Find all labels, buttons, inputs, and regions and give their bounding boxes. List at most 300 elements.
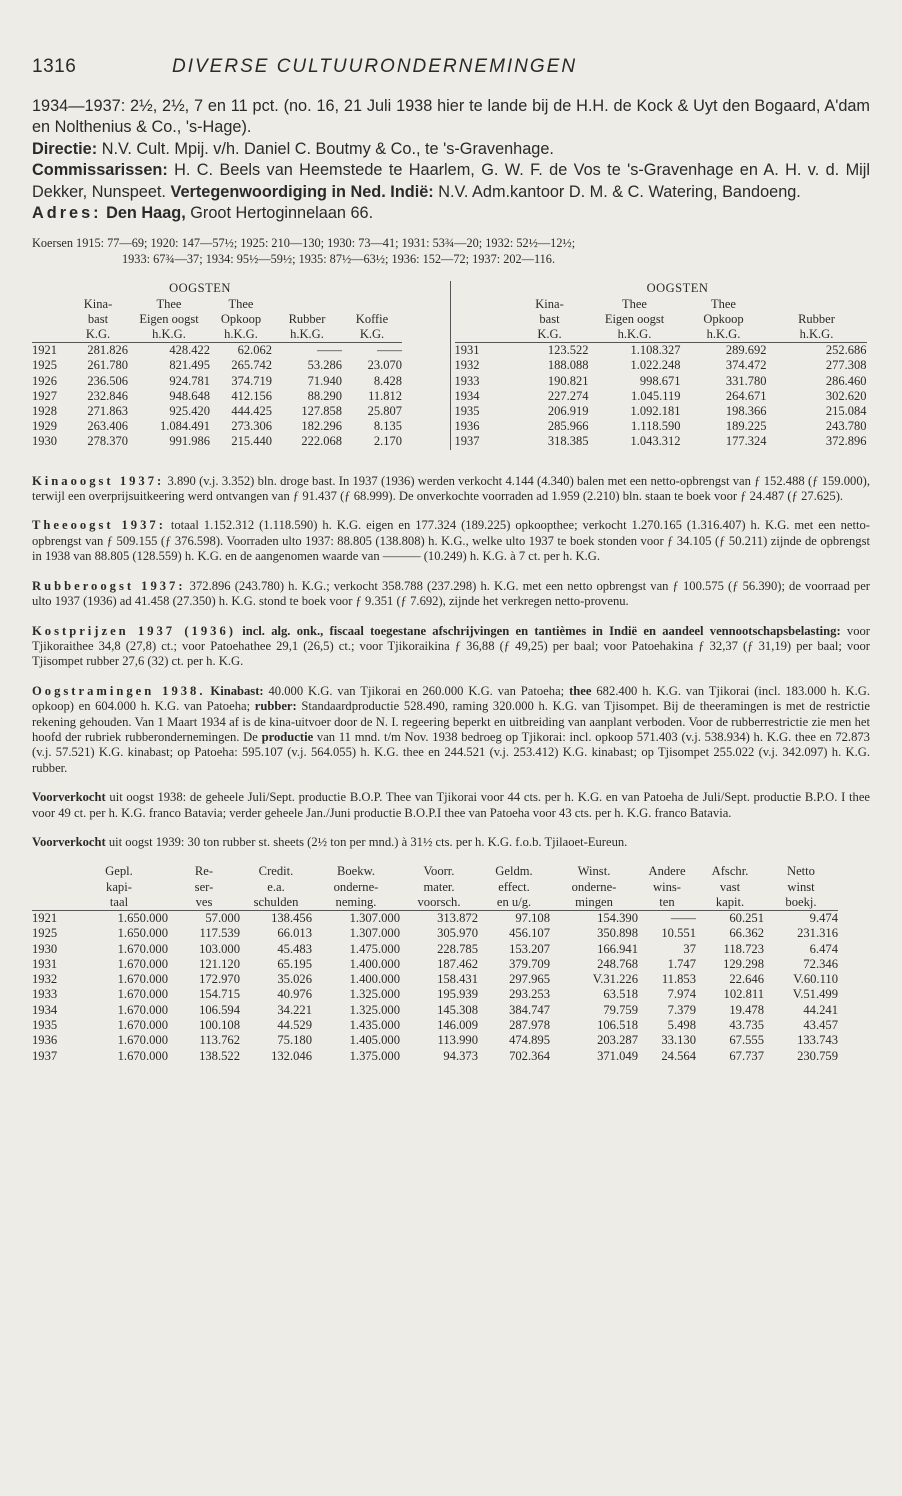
- value-cell: 43.457: [803, 1018, 838, 1033]
- left-header-row: [32, 312, 402, 327]
- adres-text: Groot Hertoginnelaan 66.: [190, 204, 374, 223]
- year-cell: 1937: [454, 434, 480, 449]
- value-cell: 263.406: [87, 419, 128, 434]
- year-cell: 1928: [32, 404, 57, 419]
- adres-line: [32, 203, 870, 224]
- value-cell: 243.780: [825, 419, 867, 434]
- value-cell: 79.759: [603, 1002, 638, 1017]
- header-cell: [32, 312, 68, 327]
- value-cell: 72.346: [803, 956, 838, 971]
- header-cell: taal: [70, 895, 168, 911]
- value-cell: 1.670.000: [117, 941, 168, 956]
- value-cell: 44.241: [803, 1002, 838, 1017]
- header-cell: [455, 327, 511, 343]
- value-cell: 222.068: [301, 434, 342, 449]
- value-cell: 215.084: [825, 404, 867, 419]
- value-cell: 117.539: [199, 926, 240, 941]
- kostprijzen-label: Kostprijzen 1937 (1936): [32, 623, 236, 638]
- value-cell: 305.970: [437, 926, 478, 941]
- oogsten-title: OOGSTEN: [169, 281, 231, 296]
- value-cell: 123.522: [547, 343, 589, 358]
- table-row: [32, 419, 402, 434]
- theeoogst-paragraph: [32, 518, 870, 564]
- year-cell: 1929: [32, 419, 57, 434]
- raming-text-a: 40.000 K.G. van Tjikorai en 260.000 K.G. van Patoeha;: [268, 683, 565, 698]
- header-cell: [32, 880, 70, 895]
- header-cell: Gepl.: [105, 864, 133, 879]
- value-cell: 264.671: [725, 388, 767, 403]
- year-cell: 1931: [32, 956, 58, 971]
- header-cell: [32, 327, 68, 343]
- left-header-row: [32, 297, 402, 312]
- header-cell: [455, 312, 511, 327]
- company-intro: [32, 96, 870, 224]
- table-row: [32, 926, 838, 941]
- value-cell: 924.781: [169, 373, 210, 388]
- value-cell: 412.156: [231, 388, 272, 403]
- year-cell: 1934: [32, 1002, 58, 1017]
- year-cell: 1933: [32, 987, 58, 1002]
- value-cell: 62.062: [237, 343, 272, 358]
- financial-header-row: [32, 864, 838, 879]
- value-cell: 297.965: [509, 972, 550, 987]
- raming-text-c: Standaardproductie 528.490, raming 320.000 h. K.G. van Tjisompet. Bij de theeramingen is met de restrictie rekening gehouden. Van 1 Maart 1934 af is de kina-uitvoer door de N. I. regeering beperkt en uitbreiding van aanplant verboden. Voor de rubberrestrictie zie men het hoofd der rubriek rubberondernemingen. De: [32, 699, 870, 744]
- value-cell: 313.872: [437, 911, 478, 925]
- value-cell: 53.286: [307, 358, 342, 373]
- header-cell: Thee: [228, 296, 254, 311]
- value-cell: ——: [377, 343, 402, 358]
- year-cell: 1925: [32, 926, 58, 941]
- raming-kina-label: Kinabast:: [210, 683, 264, 698]
- value-cell: 1.022.248: [630, 358, 681, 373]
- value-cell: 11.812: [368, 388, 402, 403]
- value-cell: 11.853: [661, 972, 696, 987]
- value-cell: 265.742: [231, 358, 272, 373]
- header-cell: ten: [638, 895, 696, 911]
- value-cell: 44.529: [277, 1018, 312, 1033]
- year-cell: 1935: [32, 1018, 58, 1033]
- value-cell: 261.780: [87, 358, 128, 373]
- table-row: [32, 343, 402, 359]
- value-cell: 374.719: [231, 373, 272, 388]
- value-cell: 821.495: [169, 358, 210, 373]
- table-row: [32, 1049, 838, 1064]
- table-row: [32, 404, 402, 419]
- value-cell: 1.307.000: [349, 926, 400, 941]
- header-cell: Netto: [787, 864, 815, 879]
- header-cell: Thee: [156, 296, 182, 311]
- oogsten-right-table: [455, 281, 867, 449]
- adres-city: Den Haag,: [106, 204, 186, 223]
- value-cell: 1.670.000: [117, 1002, 168, 1017]
- table-row: [455, 358, 867, 373]
- table-row: [32, 1033, 838, 1048]
- value-cell: 289.692: [725, 343, 767, 358]
- year-cell: 1932: [32, 972, 58, 987]
- value-cell: 198.366: [725, 404, 767, 419]
- value-cell: 287.978: [509, 1018, 550, 1033]
- value-cell: 45.483: [277, 941, 312, 956]
- oogstramingen-label: Oogstramingen 1938.: [32, 683, 206, 698]
- voorverkocht-1939-label: Voorverkocht: [32, 834, 106, 849]
- kinaoogst-text: 3.890 (v.j. 3.352) bln. droge bast. In 1937 (1936) werden verkocht 4.144 (4.340) balen met een netto-opbrengst van ƒ 152.488 (ƒ 159.000), terwijl een overprijsuitkeering werd ontvangen van ƒ 91.437 (ƒ 68.999). De onverkochte voorraden ad 1.959 (2.210) bln. staan te boek voor ƒ 24.487 (ƒ 27.625).: [32, 473, 870, 504]
- value-cell: 9.474: [809, 911, 838, 925]
- value-cell: 1.325.000: [349, 987, 400, 1002]
- header-cell: bast: [87, 311, 109, 326]
- financial-header-row: [32, 895, 838, 911]
- oogsten-title-right: OOGSTEN: [646, 281, 709, 296]
- header-cell: Geldm.: [495, 864, 533, 879]
- header-cell: K.G.: [511, 327, 589, 343]
- vertegenwoordiging-label: Vertegenwoordiging in Ned. Indië:: [170, 182, 434, 201]
- year-cell: 1936: [32, 1033, 58, 1048]
- header-cell: [767, 297, 867, 312]
- value-cell: 350.898: [597, 926, 638, 941]
- header-cell: [455, 297, 511, 312]
- value-cell: 277.308: [825, 358, 867, 373]
- voorverkocht-1938-label: Voorverkocht: [32, 790, 106, 805]
- value-cell: 63.518: [603, 987, 638, 1002]
- value-cell: 103.000: [199, 941, 240, 956]
- kostprijzen-text: voor Tjikoraithee 34,8 (27,8) ct.; voor Patoehathee 29,1 (26,5) ct.; voor Tjikoraikina ƒ 36,88 (ƒ 49,25) per baal; voor Patoehakina ƒ 32,37 (ƒ 31,19) per baal; voor Tjisompet rubber 27,6 (32) ct. per h. K.G.: [32, 623, 870, 669]
- value-cell: 925.420: [169, 404, 210, 419]
- header-cell: Kina-: [535, 296, 564, 311]
- value-cell: 25.807: [367, 404, 402, 419]
- header-cell: Eigen oogst: [604, 311, 665, 326]
- value-cell: 1.650.000: [117, 926, 168, 941]
- table-row: [455, 404, 867, 419]
- value-cell: 106.518: [597, 1018, 638, 1033]
- table-row: [32, 972, 838, 987]
- header-cell: Opkoop: [220, 311, 262, 326]
- year-cell: 1930: [32, 434, 57, 449]
- header-cell: Boekw.: [336, 864, 375, 879]
- raming-rubber-label: rubber:: [254, 699, 297, 714]
- value-cell: 1.670.000: [117, 987, 168, 1002]
- value-cell: 1.084.491: [160, 419, 210, 434]
- value-cell: 145.308: [437, 1002, 478, 1017]
- value-cell: 1.747: [667, 956, 696, 971]
- left-header-row: [32, 327, 402, 343]
- value-cell: 66.013: [277, 926, 312, 941]
- value-cell: 187.462: [437, 956, 478, 971]
- value-cell: 227.274: [547, 388, 589, 403]
- header-cell: h.K.G.: [589, 327, 681, 343]
- header-cell: h.K.G.: [767, 327, 867, 343]
- value-cell: 372.896: [825, 434, 867, 449]
- value-cell: 5.498: [667, 1018, 696, 1033]
- header-cell: Thee: [711, 296, 736, 311]
- value-cell: V.51.499: [792, 987, 838, 1002]
- header-cell: mingen: [550, 895, 638, 911]
- table-row: [455, 343, 867, 359]
- value-cell: 146.009: [437, 1018, 478, 1033]
- value-cell: 302.620: [825, 388, 867, 403]
- value-cell: 189.225: [725, 419, 767, 434]
- value-cell: 129.298: [723, 956, 764, 971]
- theeoogst-text: totaal 1.152.312 (1.118.590) h. K.G. eigen en 177.324 (189.225) opkoopthee; verkocht 1.270.165 (1.316.407) h. K.G. met een netto-opbrengst van ƒ 509.155 (ƒ 376.598). Voorraden ulto 1937: 88.805 (138.808) h. K.G., welke ulto 1937 te boek stonden voor ƒ 34.105 (ƒ 50.211) zijnde de opbrengst in 1938 van 88.805 (128.559) h. K.G. en de aangenomen waarde van ——— (10.249) h. K.G. à 7 ct. per h. K.G.: [32, 518, 871, 564]
- financial-header-row: [32, 880, 838, 895]
- kinaoogst-label: Kinaoogst 1937:: [32, 473, 165, 488]
- value-cell: 1.435.000: [349, 1018, 400, 1033]
- header-cell: ser-: [194, 879, 214, 894]
- value-cell: 374.472: [725, 358, 767, 373]
- header-cell: schulden: [240, 895, 312, 911]
- value-cell: 65.195: [277, 956, 312, 971]
- value-cell: 132.046: [271, 1048, 312, 1063]
- value-cell: 113.990: [437, 1033, 478, 1048]
- value-cell: 138.522: [199, 1048, 240, 1063]
- raming-text-d: van 11 mnd. t/m Nov. 1938 bedroeg op Tjikorai: incl. opkoop 571.403 (v.j. 538.934) h. K.G. thee en 72.873 (v.j. 57.521) K.G. kinabast; op Patoeha: 595.107 (v.j. 564.055) h. K.G. thee en 244.521 (v.j. 253.412) K.G. kinabast; op Tjisompet 255.022 (v.j. 342.097) h. K.G. rubber.: [32, 729, 870, 775]
- header-cell: e.a.: [267, 879, 285, 894]
- value-cell: 43.735: [729, 1018, 764, 1033]
- value-cell: 371.049: [597, 1048, 638, 1063]
- header-cell: boekj.: [764, 895, 838, 911]
- header-cell: en u/g.: [478, 895, 550, 911]
- value-cell: 1.670.000: [117, 1048, 168, 1063]
- year-cell: 1934: [454, 388, 480, 403]
- value-cell: 106.594: [199, 1002, 240, 1017]
- value-cell: 456.107: [509, 926, 550, 941]
- right-header-row: [455, 312, 867, 327]
- value-cell: 285.966: [547, 419, 589, 434]
- value-cell: 1.118.590: [630, 419, 681, 434]
- value-cell: ——: [670, 911, 696, 925]
- value-cell: 278.370: [87, 434, 128, 449]
- header-cell: Kina-: [83, 296, 113, 311]
- value-cell: 991.986: [169, 434, 210, 449]
- header-cell: effect.: [498, 879, 530, 894]
- value-cell: 33.130: [661, 1033, 696, 1048]
- value-cell: V.60.110: [793, 972, 838, 987]
- value-cell: 206.919: [547, 404, 589, 419]
- value-cell: 71.940: [307, 373, 342, 388]
- value-cell: 2.170: [373, 434, 402, 449]
- value-cell: 154.715: [199, 987, 240, 1002]
- table-row: [455, 389, 867, 404]
- table-row: [32, 389, 402, 404]
- value-cell: 100.108: [199, 1018, 240, 1033]
- value-cell: 88.290: [307, 388, 342, 403]
- raming-text-b: 682.400 h. K.G. van Tjikorai (incl. 183.000 h. K.G. opkoop) en 604.000 h. K.G. van Patoeha;: [32, 683, 871, 714]
- koersen-line-2: 1933: 67¾—37; 1934: 95½—59½; 1935: 87½—63½; 1936: 152—72; 1937: 202—116.: [122, 251, 556, 266]
- oogsten-right: [450, 281, 871, 449]
- value-cell: 231.316: [797, 926, 838, 941]
- value-cell: 1.670.000: [117, 1033, 168, 1048]
- header-cell: [32, 297, 68, 312]
- table-row: [32, 911, 838, 927]
- value-cell: 998.671: [639, 373, 681, 388]
- value-cell: 182.296: [301, 419, 342, 434]
- oogsten-left: [32, 281, 450, 449]
- header-cell: ves: [168, 895, 240, 911]
- header-cell: K.G.: [68, 327, 128, 343]
- value-cell: 236.506: [87, 373, 128, 388]
- directie-line: [32, 139, 870, 160]
- value-cell: 40.976: [277, 987, 312, 1002]
- financial-table: [32, 864, 838, 1064]
- value-cell: 293.253: [509, 987, 550, 1002]
- rubberoogst-label: Rubberoogst 1937:: [32, 578, 186, 593]
- year-cell: 1930: [32, 941, 58, 956]
- value-cell: 1.108.327: [630, 343, 681, 358]
- header-cell: Eigen oogst: [139, 311, 199, 326]
- header-cell: voorsch.: [400, 895, 478, 911]
- value-cell: 57.000: [205, 911, 240, 925]
- table-row: [455, 419, 867, 434]
- value-cell: 102.811: [723, 987, 764, 1002]
- value-cell: 190.821: [547, 373, 589, 388]
- header-cell: Afschr.: [711, 864, 749, 879]
- vertegenwoordiging-text: N.V. Adm.kantoor D. M. & C. Watering, Bandoeng.: [438, 182, 801, 201]
- year-cell: 1932: [454, 358, 480, 373]
- kinaoogst-paragraph: [32, 474, 870, 505]
- value-cell: 121.120: [199, 956, 240, 971]
- year-cell: 1931: [454, 343, 480, 358]
- commissarissen-line: [32, 160, 870, 203]
- value-cell: 384.747: [509, 1002, 550, 1017]
- value-cell: 1.650.000: [117, 911, 168, 925]
- value-cell: 195.939: [437, 987, 478, 1002]
- value-cell: 172.970: [199, 972, 240, 987]
- year-cell: 1921: [32, 343, 57, 358]
- table-row: [455, 434, 867, 449]
- value-cell: 8.428: [373, 373, 402, 388]
- value-cell: 702.364: [509, 1048, 550, 1063]
- rubberoogst-text: 372.896 (243.780) h. K.G.; verkocht 358.788 (237.298) h. K.G. met een netto opbrengst van ƒ 100.575 (ƒ 56.390); de voorraad per ulto 1937 (1936) ad 41.458 (27.350) h. K.G. stond te boek voor ƒ 9.351 (ƒ 7.692), zijnde het verkregen netto-provenu.: [32, 578, 871, 609]
- value-cell: 67.555: [729, 1033, 764, 1048]
- value-cell: 113.762: [199, 1033, 240, 1048]
- header-cell: kapit.: [696, 895, 764, 911]
- value-cell: 7.379: [667, 1002, 696, 1017]
- value-cell: 1.670.000: [117, 1018, 168, 1033]
- value-cell: 22.646: [729, 972, 764, 987]
- header-cell: [272, 297, 342, 312]
- value-cell: 1.475.000: [349, 941, 400, 956]
- value-cell: 8.135: [373, 419, 402, 434]
- value-cell: 177.324: [725, 434, 767, 449]
- oogsten-left-table: [32, 281, 402, 449]
- table-row: [455, 374, 867, 389]
- value-cell: 10.551: [661, 926, 696, 941]
- header-cell: Opkoop: [703, 311, 744, 326]
- year-cell: 1927: [32, 388, 57, 403]
- value-cell: 1.400.000: [349, 972, 400, 987]
- header-cell: Credit.: [258, 864, 294, 879]
- value-cell: 230.759: [797, 1048, 838, 1063]
- value-cell: 1.307.000: [349, 911, 400, 925]
- header-cell: Rubber: [288, 311, 326, 326]
- commissarissen-label: Commissarissen:: [32, 161, 168, 180]
- header-cell: onderne-: [571, 879, 617, 894]
- value-cell: 188.088: [547, 358, 589, 373]
- value-cell: 1.670.000: [117, 956, 168, 971]
- header-cell: [342, 297, 402, 312]
- value-cell: 97.108: [515, 911, 550, 925]
- dividends-text: 1934—1937: 2½, 2½, 7 en 11 pct. (no. 16, 21 Juli 1938 hier te lande bij de H.H. de Kock & Uyt den Bogaard, A'dam en Nolthenius & Co., 's-Hage).: [32, 97, 870, 137]
- value-cell: 60.251: [729, 911, 764, 925]
- kostprijzen-bold: incl. alg. onk., fiscaal toegestane afschrijvingen en tantièmes in Indië en aandeel vennootschapsbelasting:: [242, 623, 841, 638]
- header-cell: Re-: [194, 864, 214, 879]
- value-cell: 948.648: [169, 388, 210, 403]
- value-cell: 1.405.000: [349, 1033, 400, 1048]
- running-title: DIVERSE CULTUURONDERNEMINGEN: [172, 56, 578, 77]
- oogsten-table: [32, 281, 870, 449]
- rubberoogst-paragraph: [32, 579, 870, 610]
- value-cell: 281.826: [87, 343, 128, 358]
- value-cell: 1.670.000: [117, 972, 168, 987]
- year-cell: 1926: [32, 373, 57, 388]
- header-cell: Rubber: [798, 311, 835, 326]
- header-cell: kapi-: [106, 879, 132, 894]
- header-cell: Koffie: [355, 311, 389, 326]
- value-cell: 133.743: [797, 1033, 838, 1048]
- adres-label: Adres:: [32, 204, 102, 223]
- value-cell: 67.737: [729, 1048, 764, 1063]
- voorverkocht-1938-text: uit oogst 1938: de geheele Juli/Sept. productie B.O.P. Thee van Tjikorai voor 44 cts. per h. K.G. en van Patoeha de Juli/Sept. productie B.P.O. I thee voor 49 ct. per h. K.G. franco Batavia; verder geheele Jan./Juni productie B.O.P.I thee van Patoeha voor 43 cts. per h. K.G. franco Batavia.: [32, 790, 870, 820]
- voorverkocht-1938-paragraph: [32, 790, 870, 821]
- value-cell: 154.390: [597, 911, 638, 925]
- value-cell: 273.306: [231, 419, 272, 434]
- value-cell: 24.564: [661, 1048, 696, 1063]
- value-cell: 35.026: [277, 972, 312, 987]
- raming-productie-label: productie: [261, 729, 314, 744]
- value-cell: 286.460: [825, 373, 867, 388]
- year-cell: 1937: [32, 1048, 58, 1063]
- value-cell: 7.974: [667, 987, 696, 1002]
- value-cell: 318.385: [547, 434, 589, 449]
- year-cell: 1935: [454, 404, 480, 419]
- header-cell: winst: [787, 879, 815, 894]
- kostprijzen-paragraph: [32, 624, 870, 670]
- value-cell: 19.478: [729, 1002, 764, 1017]
- year-cell: 1921: [32, 911, 58, 925]
- year-cell: 1933: [454, 373, 480, 388]
- value-cell: 94.373: [443, 1048, 478, 1063]
- header-cell: vast: [719, 879, 741, 894]
- value-cell: 379.709: [509, 956, 550, 971]
- value-cell: 1.325.000: [349, 1002, 400, 1017]
- page-header: [32, 56, 870, 78]
- header-cell: Andere: [648, 864, 686, 879]
- oogstramingen-paragraph: [32, 684, 870, 776]
- value-cell: 1.375.000: [349, 1048, 400, 1063]
- value-cell: 1.043.312: [630, 434, 681, 449]
- value-cell: ——: [317, 343, 342, 358]
- value-cell: 232.846: [87, 388, 128, 403]
- header-cell: Winst.: [577, 864, 611, 879]
- header-cell: h.K.G.: [272, 327, 342, 343]
- commissarissen-text: H. C. Beels van Heemstede te Haarlem, G. W. F. de Vos te 's-Gravenhage en A. H. v. d. Mijl Dekker, Nunspeet.: [32, 161, 870, 201]
- table-row: [32, 1003, 838, 1018]
- koersen-block: [32, 236, 870, 267]
- right-header-row: [455, 327, 867, 343]
- table-row: [32, 358, 402, 373]
- voorverkocht-1939-text: uit oogst 1939: 30 ton rubber st. sheets (2½ ton per mnd.) à 31½ cts. per h. K.G. f.o.b. Tjilaoet-Eureun.: [108, 834, 628, 849]
- value-cell: 153.207: [509, 941, 550, 956]
- value-cell: 127.858: [301, 404, 342, 419]
- year-cell: 1925: [32, 358, 57, 373]
- directie-label: Directie:: [32, 139, 98, 158]
- value-cell: 166.941: [597, 941, 638, 956]
- value-cell: 1.400.000: [349, 956, 400, 971]
- value-cell: 66.362: [729, 926, 764, 941]
- value-cell: V.31.226: [592, 972, 638, 987]
- header-cell: neming.: [312, 895, 400, 911]
- value-cell: 138.456: [271, 911, 312, 925]
- table-row: [32, 374, 402, 389]
- table-row: [32, 957, 838, 972]
